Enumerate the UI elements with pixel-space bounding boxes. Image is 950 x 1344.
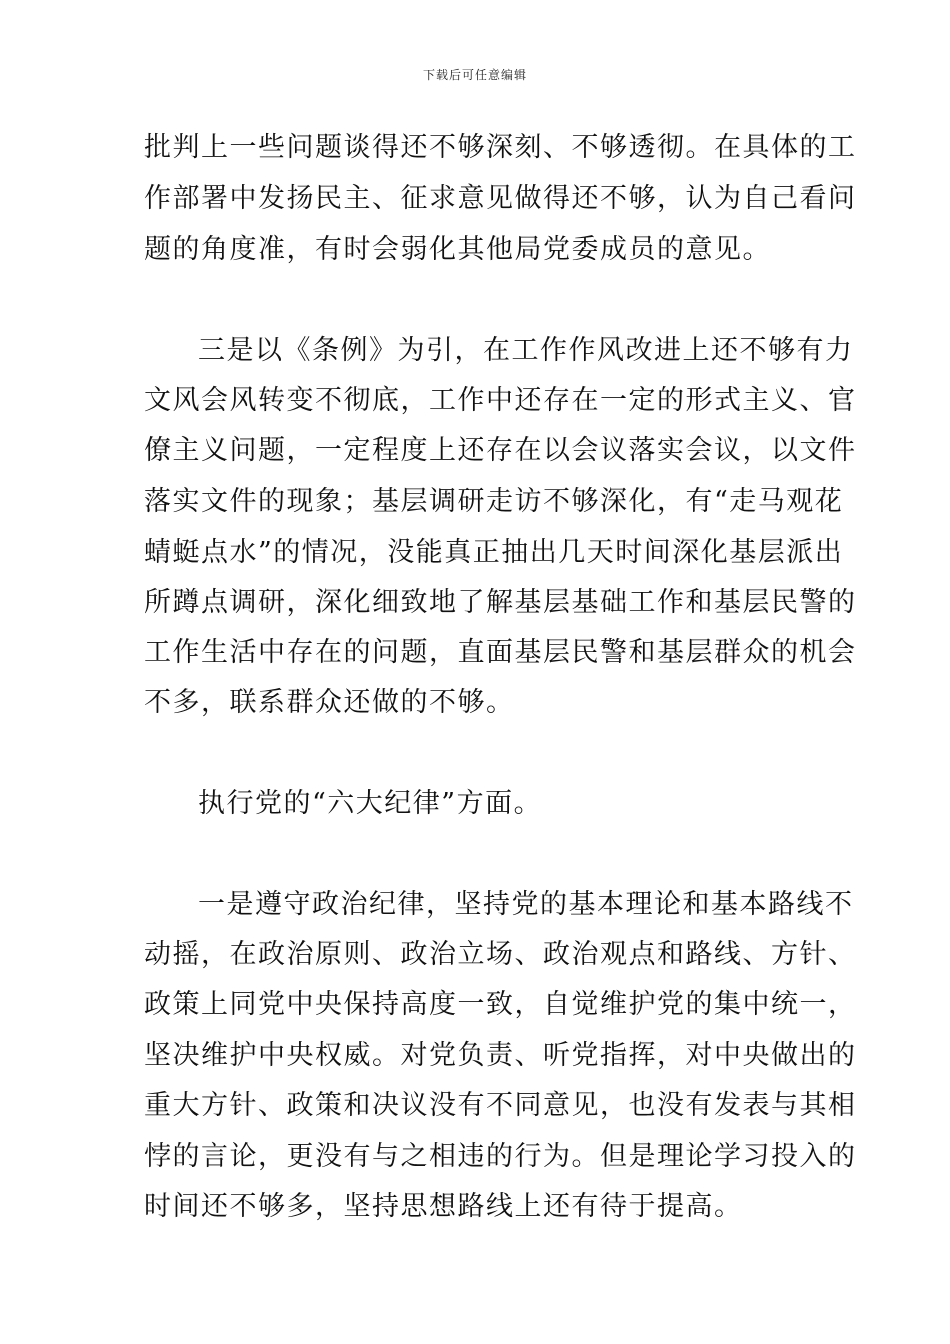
paragraph-3-line-1: 执行党的“六大纪律”方面。 bbox=[198, 788, 543, 819]
paragraph-4-line-4: 坚决维护中央权威。对党负责、听党指挥，对中央做出的 bbox=[144, 1040, 857, 1071]
paragraph-2-line-3: 僚主义问题，一定程度上还存在以会议落实会议，以文件 bbox=[144, 435, 857, 466]
paragraph-4-line-5: 重大方针、政策和决议没有不同意见，也没有发表与其相 bbox=[144, 1090, 857, 1121]
paragraph-4-line-1: 一是遵守政治纪律，坚持党的基本理论和基本路线不 bbox=[198, 889, 854, 920]
paragraph-1-line-1: 批判上一些问题谈得还不够深刻、不够透彻。在具体的工 bbox=[144, 132, 857, 163]
paragraph-4-line-2: 动摇，在政治原则、政治立场、政治观点和路线、方针、 bbox=[144, 939, 857, 970]
paragraph-4-line-7: 时间还不够多，坚持思想路线上还有待于提高。 bbox=[144, 1191, 743, 1222]
paragraph-2-line-1: 三是以《条例》为引，在工作作风改进上还不够有力 bbox=[198, 335, 854, 366]
paragraph-2-line-2: 文风会风转变不彻底，工作中还存在一定的形式主义、官 bbox=[144, 385, 857, 416]
paragraph-2-line-6: 所蹲点调研，深化细致地了解基层基础工作和基层民警的 bbox=[144, 587, 857, 618]
paragraph-2-line-4: 落实文件的现象；基层调研走访不够深化，有“走马观花 bbox=[144, 486, 844, 517]
paragraph-1-line-3: 题的角度准，有时会弱化其他局党委成员的意见。 bbox=[144, 234, 771, 265]
paragraph-4-line-3: 政策上同党中央保持高度一致，自觉维护党的集中统一， bbox=[144, 989, 857, 1020]
paragraph-2-line-5: 蜻蜓点水”的情况，没能真正抽出几天时间深化基层派出 bbox=[144, 537, 844, 568]
page-header: 下载后可任意编辑 bbox=[422, 68, 527, 82]
paragraph-2-line-7: 工作生活中存在的问题，直面基层民警和基层群众的机会 bbox=[144, 637, 857, 668]
paragraph-2-line-8: 不多，联系群众还做的不够。 bbox=[144, 687, 515, 718]
paragraph-4-line-6: 悖的言论，更没有与之相违的行为。但是理论学习投入的 bbox=[144, 1141, 857, 1172]
paragraph-1-line-2: 作部署中发扬民主、征求意见做得还不够，认为自己看问 bbox=[144, 183, 857, 214]
